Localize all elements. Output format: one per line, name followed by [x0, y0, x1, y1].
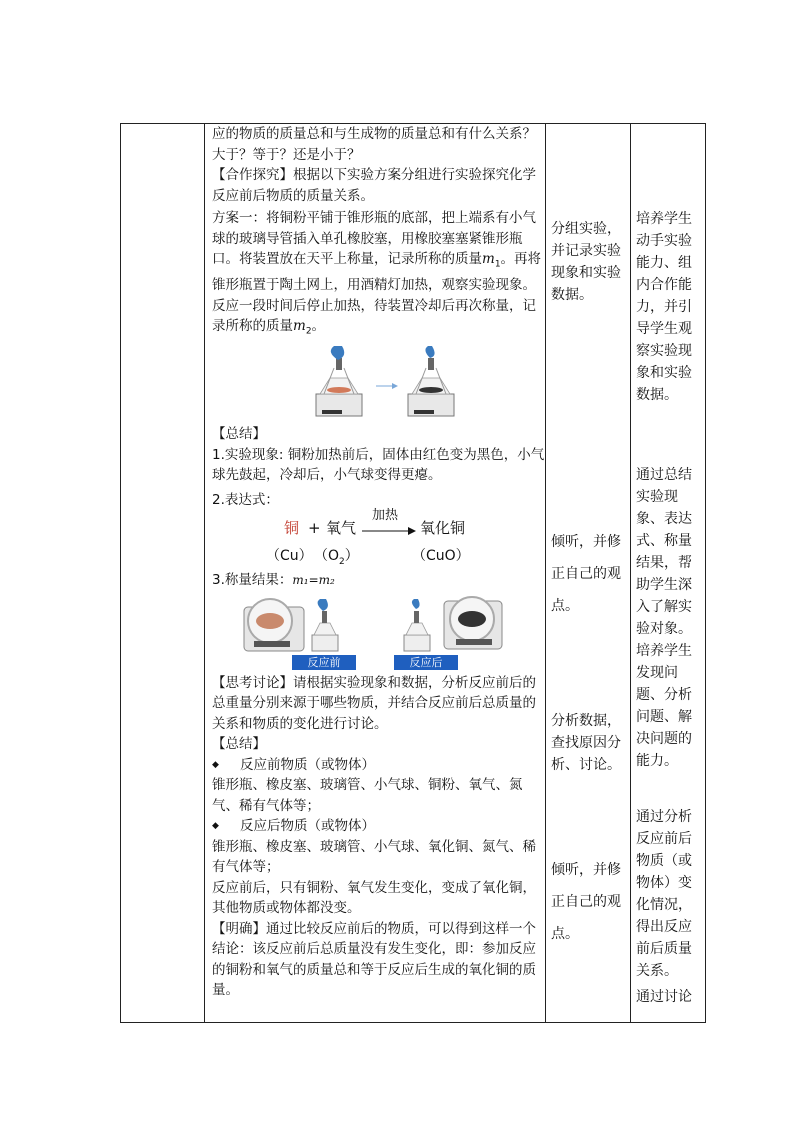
think-tag: 【思考讨论】 — [212, 674, 293, 691]
purpose-3: 培养学生发现问题、分析问题、解决问题的能力。 — [636, 643, 692, 769]
label-before: 反应前 — [307, 655, 341, 669]
plan-one-end-2: 。 — [311, 318, 326, 335]
student-activity-2: 倾听，并修正自己的观点。 — [551, 534, 621, 614]
m1-symbol: m — [482, 251, 495, 267]
m2-subscript: 2 — [305, 326, 312, 337]
scale-with-flask-after — [408, 346, 454, 416]
bullet-before — [212, 755, 545, 776]
before-materials: 锥形瓶、橡皮塞、玻璃管、小气球、铜粉、氧气、氮气、稀有气体等； — [212, 777, 523, 814]
summary2-tag: 【总结】 — [212, 736, 266, 753]
apparatus-figure-1 — [212, 342, 545, 424]
word-equation — [212, 510, 545, 568]
student-activity-1: 分组实验，并记录实验现象和实验数据。 — [551, 221, 621, 303]
think-text: 请根据实验现象和数据，分析反应前后的总重量分别来源于哪些物质，并结合反应前后总质量的关系和物质的变化进行讨论。 — [212, 674, 536, 732]
label-after: 反应后 — [409, 655, 443, 669]
eq-o2-subscript: 2 — [339, 557, 345, 568]
teacher-activity-column — [212, 124, 545, 1001]
clear-paragraph — [212, 919, 545, 1001]
lesson-table — [120, 123, 706, 1023]
bullet-after — [212, 816, 545, 837]
diamond-icon: ◆ — [212, 759, 219, 770]
bullet-before-title: 反应前物质（或物体） — [240, 756, 375, 773]
eq-o2-formula — [314, 546, 359, 572]
purpose-2: 通过总结实验现象、表达式、称量结果，帮助学生深入了解实验对象。 — [636, 467, 692, 637]
summary1-tag: 【总结】 — [212, 426, 266, 443]
clear-tag: 【明确】 — [212, 920, 266, 937]
eq-copper-oxide: 氧化铜 — [420, 519, 466, 538]
arrow-icon — [376, 383, 398, 389]
think-paragraph — [212, 673, 545, 735]
diamond-icon: ◆ — [212, 821, 219, 832]
apparatus-illustration — [212, 342, 545, 424]
column-divider — [545, 124, 546, 1022]
purpose-1: 培养学生动手实验能力、组内合作能力，并引导学生观察实验现象和实验数据。 — [636, 211, 692, 403]
bullet-after-title: 反应后物质（或物体） — [240, 818, 375, 835]
eq-o2-close: ） — [344, 548, 359, 565]
eq-cu-formula: （Cu） — [266, 548, 313, 565]
m1-subscript: 1 — [494, 259, 501, 270]
eq-cuo-formula: （CuO） — [412, 548, 470, 565]
summary1-item1: 1.实验现象: 铜粉加热前后，固体由红色变为黑色，小气球先鼓起，冷却后，小气球变得更瘪。 — [212, 446, 545, 484]
clear-text: 通过比较反应前后的物质，可以得到这样一个结论：该反应前后总质量没有发生变化，即：参加反应的铜粉和氧气的质量总和等于反应后生成的氧化铜的质量。 — [212, 920, 536, 999]
summary2-conclusion: 反应前后，只有铜粉、氧气发生变化，变成了氧化铜，其他物质或物体都没变。 — [212, 879, 536, 917]
purpose-4: 通过分析反应前后物质（或物体）变化情况，得出反应前后质量关系。 — [636, 809, 692, 979]
purpose-5: 通过讨论 — [636, 989, 692, 1005]
plan-one-text: 方案一：将铜粉平铺于锥形瓶的底部，把上端系有小气球的玻璃导管插入单孔橡胶塞，用橡胶塞塞紧锥形瓶口。将装置放在天平上称量，记录所称的质量 — [212, 210, 536, 267]
coop-tag: 【合作探究】 — [212, 167, 293, 183]
eq-arrow-icon — [362, 527, 416, 535]
weighing-equation: m₁=m₂ — [292, 573, 335, 588]
eq-condition: 加热 — [372, 508, 399, 524]
apparatus-figure-2 — [212, 591, 545, 671]
coop-text: 根据以下实验方案分组进行实验探究化学反应前后物质的质量关系。 — [212, 167, 536, 204]
student-activity-3: 分析数据，查找原因分析、讨论。 — [551, 713, 621, 773]
student-activity-4: 倾听，并修正自己的观点。 — [551, 862, 621, 942]
weighing-label: 3.称量结果： — [212, 572, 293, 589]
before-after-illustration — [212, 591, 545, 671]
column-divider — [630, 124, 631, 1022]
summary1-item2: 2.表达式： — [212, 491, 279, 508]
before-apparatus — [244, 599, 338, 651]
intro-question: 应的物质的质量总和与生成物的质量总和有什么关系？大于？等于？还是小于？ — [212, 126, 536, 163]
m2-symbol: m — [293, 318, 306, 335]
plan-one — [212, 208, 545, 342]
scale-with-flask-before — [316, 346, 362, 416]
eq-o2-open: （O — [314, 548, 340, 565]
coop-paragraph — [212, 165, 545, 206]
eq-oxygen: 氧气 — [326, 519, 357, 538]
after-materials: 锥形瓶、橡皮塞、玻璃管、小气球、氧化铜、氮气、稀有气体等； — [212, 838, 536, 876]
after-apparatus — [404, 597, 502, 651]
plan-one-text-2: 再将锥形瓶置于陶土网上，用酒精灯加热，观察实验现象。反应一段时间后停止加热，待装置冷却后再次称量，记录所称的质量 — [212, 251, 542, 335]
summary1-item3 — [212, 570, 545, 591]
eq-copper: 铜 — [284, 519, 300, 538]
eq-plus: + — [308, 519, 321, 538]
column-divider — [204, 124, 205, 1022]
plan-one-end: 。 — [500, 251, 515, 267]
